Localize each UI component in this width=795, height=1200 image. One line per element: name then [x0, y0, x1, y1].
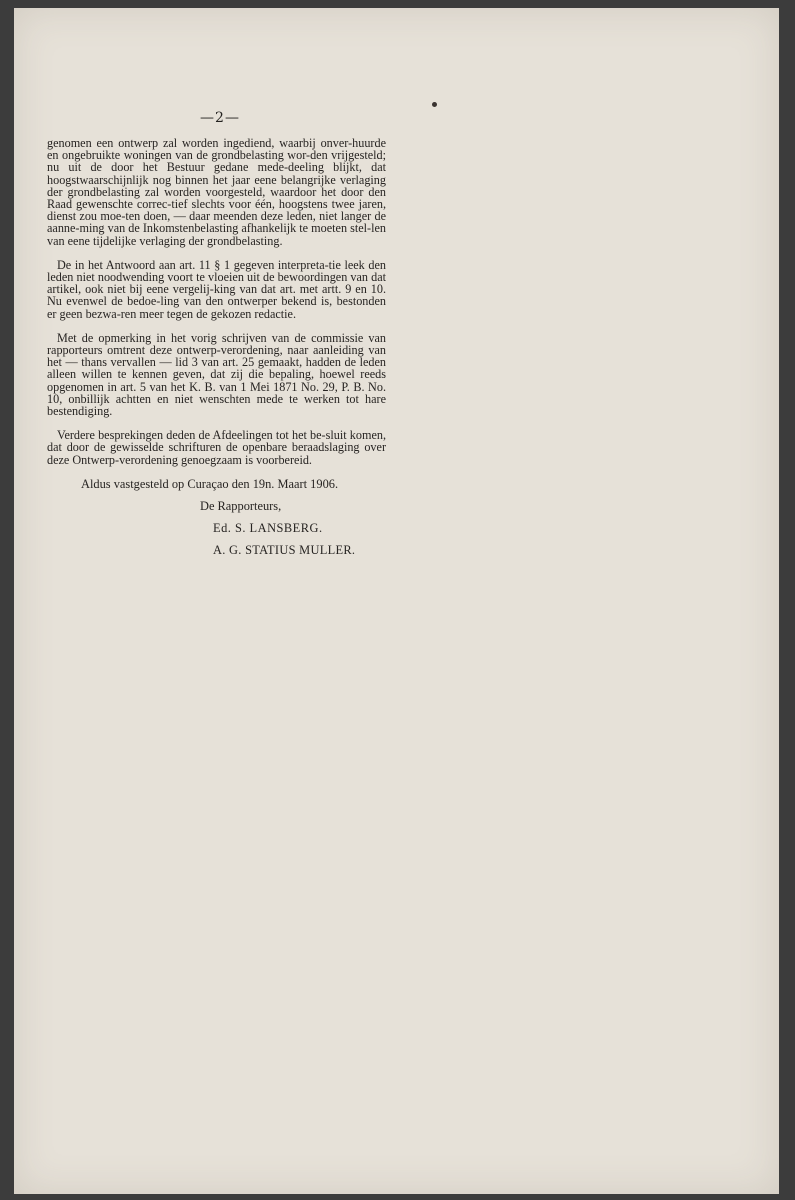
- ink-spot: [432, 102, 437, 107]
- rapporteurs-title: De Rapporteurs,: [200, 499, 282, 514]
- paragraph-3: Met de opmerking in het vorig schrijven van de commissie van rapporteurs omtrent deze ontwerp-verordening, naar aanleiding van het — thans vervallen — lid 3 van art. 25 gemaakt, hadden de leden alleen willen te kennen geven, dat zij die bepaling, hoewel reeds opgenomen in art. 5 van het K. B. van 1 Mei 1871 No. 29, P. B. No. 10, onbillijk achtten en niet wenschten mede te werken tot hare bestendiging.: [47, 330, 386, 419]
- signatory-lansberg: Ed. S. LANSBERG.: [213, 521, 323, 536]
- document-body: [47, 137, 386, 567]
- paragraph-2: De in het Antwoord aan art. 11 § 1 gegeven interpreta-tie leek den leden niet noodwending voort te vloeien uit de bewoordingen van dat artikel, ook niet bij eene vergelij-king van dat art. met artt. 9 en 10. Nu evenwel de bedoe-ling van den ontwerper bekend is, bestonden er geen bezwa-ren meer tegen de gekozen redactie.: [47, 257, 386, 321]
- paragraph-4: Verdere besprekingen deden de Afdeelingen tot het be-sluit komen, dat door de gewisselde schrifturen de openbare beraadslaging over deze Ontwerp-verordening genoegzaam is voorbereid.: [47, 428, 386, 467]
- page-number: —2—: [200, 110, 240, 126]
- paragraph-1: genomen een ontwerp zal worden ingediend, waarbij onver-huurde en ongebruikte woningen van de grondbelasting wor-den vrijgesteld; nu uit de door het Bestuur gedane mede-deeling blijkt, dat hoogstwaarschijnlijk nog binnen het jaar eene belangrijke verlaging der grondbelasting zal worden voorgesteld, waardoor het door den Raad gewenschte correc-tief slechts voor één, hoogstens twee jaren, dienst zou moe-ten doen, — daar meenden deze leden, niet langer de aanne-ming van de Inkomstenbelasting afhankelijk te moeten stel-len van eene tijdelijke verlaging der grondbelasting.: [47, 136, 386, 248]
- signatory-statius-muller: A. G. STATIUS MULLER.: [213, 543, 356, 558]
- place-and-date: Aldus vastgesteld op Curaçao den 19n. Maart 1906.: [81, 476, 339, 491]
- closing-block: [47, 478, 386, 557]
